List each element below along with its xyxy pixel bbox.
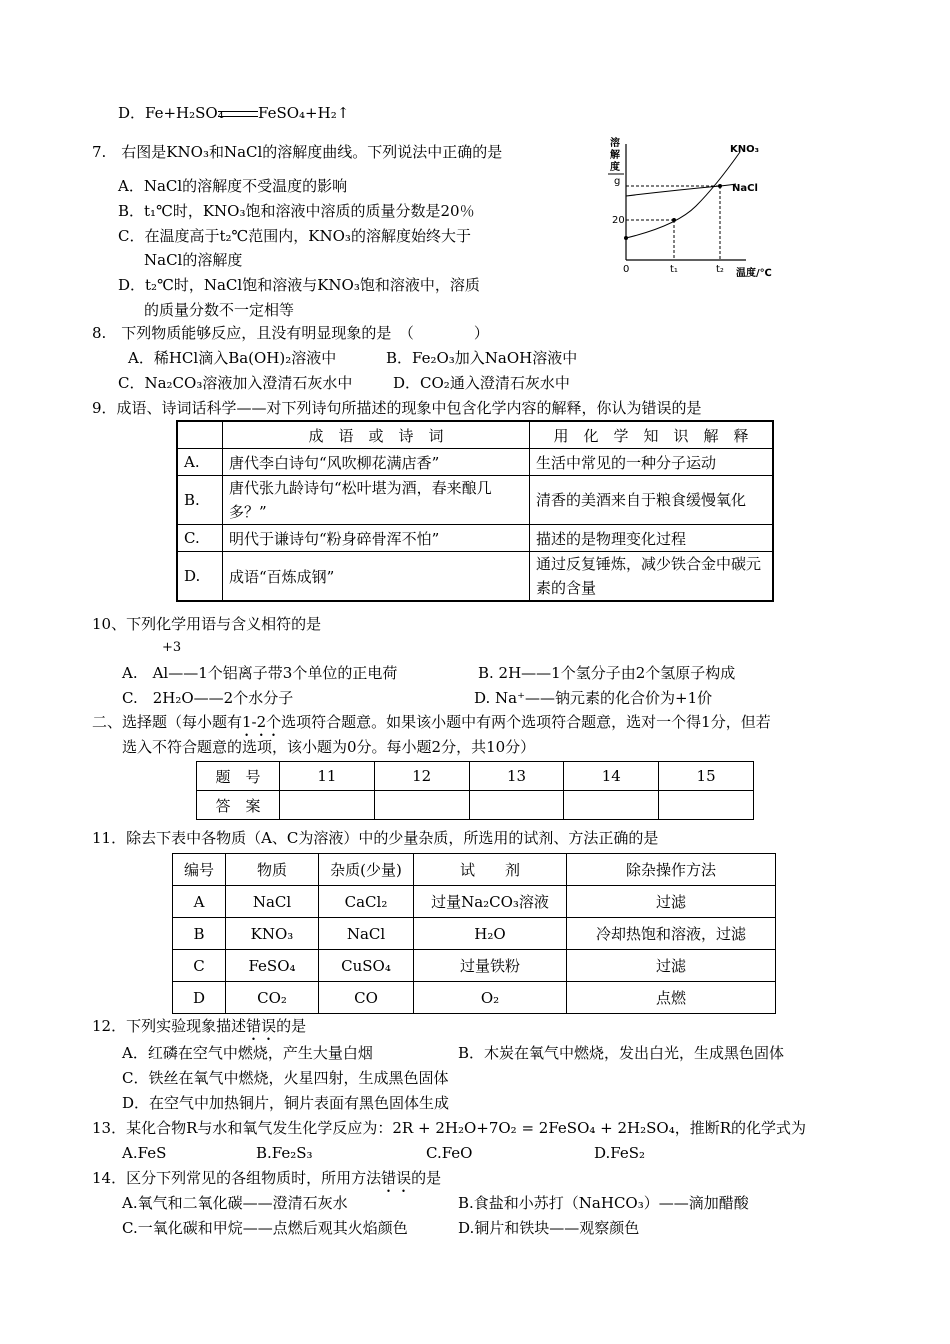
q13-option-d: D.FeS₂ bbox=[594, 1144, 646, 1162]
chart-xlabel: 温度/℃ bbox=[736, 268, 772, 279]
q14-option-c: C.一氧化碳和甲烷——点燃后观其火焰颜色 bbox=[122, 1219, 408, 1237]
q10-option-d: D. Na⁺——钠元素的化合价为+1价 bbox=[474, 689, 713, 707]
q12-option-d: D．在空气中加热铜片，铜片表面有黑色固体生成 bbox=[122, 1094, 450, 1112]
q7-option-c: C．在温度高于t₂℃范围内，KNO₃的溶解度始终大于 bbox=[118, 227, 471, 245]
point-kno3-zero bbox=[624, 236, 628, 240]
q10-stem: 10、下列化学用语与含义相符的是 bbox=[92, 615, 322, 633]
section2-instructions: 二、选择题（每小题有1-2个选项符合题意。如果该小题中有两个选项符合题意，选对一个得1分，但若 bbox=[92, 713, 771, 731]
q8-option-c: C．Na₂CO₃溶液加入澄清石灰水中 bbox=[118, 374, 353, 392]
q10-option-a: A. Al——1个铝离子带3个单位的正电荷 bbox=[122, 664, 398, 682]
q13-stem: 13．某化合物R与水和氧气发生化学反应为：2R + 2H₂O+7O₂ = 2FeSO₄ + 2H₂SO₄，推断R的化学式为 bbox=[92, 1119, 807, 1137]
table-row: D. 成语“百炼成钢” 通过反复锤炼，减少铁合金中碳元素的含量 bbox=[177, 552, 773, 602]
q7-option-b: B．t₁℃时，KNO₃饱和溶液中溶质的质量分数是20％ bbox=[118, 202, 475, 220]
q14-option-d: D.铜片和铁块——观察颜色 bbox=[458, 1219, 640, 1237]
q8-option-a: A．稀HCl滴入Ba(OH)₂溶液中 bbox=[128, 349, 337, 367]
point-t1 bbox=[672, 218, 676, 222]
point-intersection bbox=[718, 184, 722, 188]
q8-stem: 8. 下列物质能够反应，且没有明显现象的是 （ ） bbox=[92, 324, 489, 342]
table-row: A. 唐代李白诗句“风吹柳花满店香” 生活中常见的一种分子运动 bbox=[177, 449, 773, 476]
solubility-chart bbox=[606, 134, 792, 282]
q12-option-c: C．铁丝在氧气中燃烧，火星四射，生成黑色固体 bbox=[122, 1069, 449, 1087]
q6-option-d: D．Fe+H₂SO₄ bbox=[118, 104, 224, 122]
q7-option-d-cont: 的质量分数不一定相等 bbox=[144, 301, 295, 319]
q13-option-a: A.FeS bbox=[122, 1144, 167, 1162]
q7-stem: 7. 右图是KNO₃和NaCl的溶解度曲线。下列说法中正确的是 bbox=[92, 143, 503, 161]
q12-option-b: B．木炭在氧气中燃烧，发出白光，生成黑色固体 bbox=[458, 1044, 785, 1062]
chart-ylabel: 溶 bbox=[610, 138, 620, 149]
q13-option-c: C.FeO bbox=[426, 1144, 473, 1162]
q14-option-a: A.氧气和二氧化碳——澄清石灰水 bbox=[122, 1194, 348, 1212]
q14-option-b: B.食盐和小苏打（NaHCO₃）——滴加醋酸 bbox=[458, 1194, 749, 1212]
header-poem: 成 语 或 诗 词 bbox=[223, 421, 530, 449]
table-header-row bbox=[177, 421, 773, 449]
chart-ylabel-unit: g bbox=[614, 176, 621, 187]
answer-cell[interactable] bbox=[374, 791, 469, 820]
chart-nacl-label: NaCl bbox=[732, 183, 758, 194]
q7-option-c-cont: NaCl的溶解度 bbox=[144, 251, 243, 269]
answer-cell[interactable] bbox=[469, 791, 564, 820]
q10-option-b: B. 2H——1个氢分子由2个氢原子构成 bbox=[478, 664, 736, 682]
chart-ylabel: 度 bbox=[610, 162, 620, 173]
chart-origin: 0 bbox=[623, 264, 630, 275]
chart-tick-t1: t₁ bbox=[670, 264, 678, 275]
header-explain: 用 化 学 知 识 解 释 bbox=[530, 421, 774, 449]
q6-option-d-product: FeSO₄+H₂↑ bbox=[258, 104, 350, 122]
q10-superscript: +3 bbox=[162, 640, 182, 655]
q10-option-c: C. 2H₂O——2个水分子 bbox=[122, 689, 294, 707]
chart-tick-t2: t₂ bbox=[716, 264, 724, 275]
q8-option-b: B．Fe₂O₃加入NaOH溶液中 bbox=[386, 349, 578, 367]
table-row: B KNO₃ NaCl H₂O 冷却热饱和溶液，过滤 bbox=[173, 918, 776, 950]
q7-option-d: D．t₂℃时，NaCl饱和溶液与KNO₃饱和溶液中，溶质 bbox=[118, 276, 480, 294]
q11-table bbox=[172, 853, 776, 1014]
answer-cell[interactable] bbox=[564, 791, 659, 820]
table-row: B. 唐代张九龄诗句“松叶堪为酒，春来酿几多？” 清香的美酒来自于粮食缓慢氧化 bbox=[177, 476, 773, 525]
answer-cell[interactable] bbox=[659, 791, 754, 820]
answer-cell[interactable] bbox=[280, 791, 375, 820]
q8-option-d: D．CO₂通入澄清石灰水中 bbox=[393, 374, 570, 392]
section2-instructions-cont: 选入不符合题意的选项，该小题为0分。每小题2分，共10分） bbox=[122, 738, 536, 756]
q13-option-b: B.Fe₂S₃ bbox=[256, 1144, 313, 1162]
chart-tick-20: 20 bbox=[612, 215, 625, 226]
table-row: 题 号 11 12 13 14 15 bbox=[197, 762, 754, 791]
table-row: A NaCl CaCl₂ 过量Na₂CO₃溶液 过滤 bbox=[173, 886, 776, 918]
table-row: C FeSO₄ CuSO₄ 过量铁粉 过滤 bbox=[173, 950, 776, 982]
kno3-curve bbox=[626, 152, 740, 238]
q7-option-a: A．NaCl的溶解度不受温度的影响 bbox=[118, 177, 348, 195]
table-row: D CO₂ CO O₂ 点燃 bbox=[173, 982, 776, 1014]
chart-kno3-label: KNO₃ bbox=[730, 144, 759, 155]
q11-stem: 11．除去下表中各物质（A、C为溶液）中的少量杂质，所选用的试剂、方法正确的是 bbox=[92, 829, 659, 847]
table-row: C. 明代于谦诗句“粉身碎骨浑不怕” 描述的是物理变化过程 bbox=[177, 525, 773, 552]
q9-stem: 9．成语、诗词话科学——对下列诗句所描述的现象中包含化学内容的解释，你认为错误的是 bbox=[92, 399, 702, 417]
chart-ylabel: 解 bbox=[610, 150, 620, 161]
table-header-row: 编号 物质 杂质(少量) 试 剂 除杂操作方法 bbox=[173, 854, 776, 886]
q12-option-a: A．红磷在空气中燃烧，产生大量白烟 bbox=[122, 1044, 373, 1062]
q9-table bbox=[176, 420, 774, 602]
answer-table bbox=[196, 761, 754, 820]
q14-stem: 14．区分下列常见的各组物质时，所用方法错误的是 bbox=[92, 1169, 442, 1187]
q12-stem: 12．下列实验现象描述错误的是 bbox=[92, 1017, 307, 1035]
table-row: 答 案 bbox=[197, 791, 754, 820]
equals-arrow bbox=[218, 111, 258, 117]
